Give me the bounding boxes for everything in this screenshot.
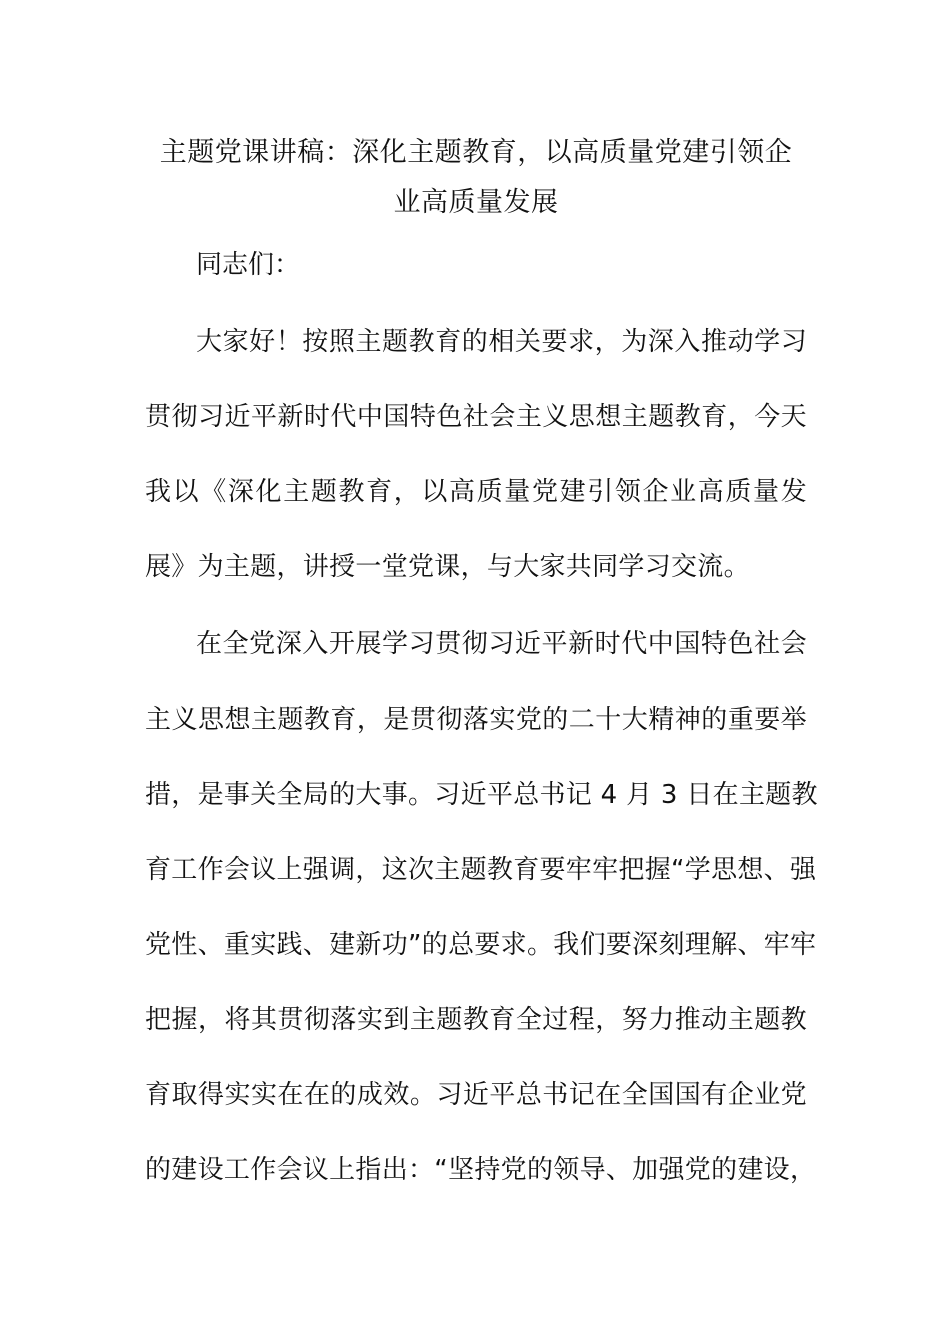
paragraph-2-line: 育工作会议上强调，这次主题教育要牢牢把握“学思想、强 <box>145 855 817 885</box>
paragraph-2-line: 主义思想主题教育，是贯彻落实党的二十大精神的重要举 <box>145 705 807 735</box>
paragraph-2-line: 党性、重实践、建新功”的总要求。我们要深刻理解、牢牢 <box>145 930 817 960</box>
greeting: 同志们： <box>196 250 301 280</box>
paragraph-1-line: 贯彻习近平新时代中国特色社会主义思想主题教育，今天 <box>145 402 807 432</box>
title-line-1: 主题党课讲稿：深化主题教育，以高质量党建引领企 <box>159 137 793 168</box>
title-line-2: 业高质量发展 <box>393 187 559 218</box>
document-title <box>145 128 807 228</box>
paragraph-1-line: 展》为主题，讲授一堂党课，与大家共同学习交流。 <box>145 552 750 582</box>
paragraph-2-line: 育取得实实在在的成效。习近平总书记在全国国有企业党 <box>145 1080 807 1110</box>
paragraph-2-line: 的建设工作会议上指出：“坚持党的领导、加强党的建设， <box>145 1155 817 1185</box>
paragraph-1-line: 大家好！按照主题教育的相关要求，为深入推动学习 <box>196 327 807 357</box>
paragraph-2-line: 措，是事关全局的大事。习近平总书记 4 月 3 日在主题教 <box>145 780 818 810</box>
paragraph-1-line: 我以《深化主题教育，以高质量党建引领企业高质量发 <box>145 477 807 507</box>
paragraph-2-line: 在全党深入开展学习贯彻习近平新时代中国特色社会 <box>196 629 807 659</box>
paragraph-2-line: 把握，将其贯彻落实到主题教育全过程，努力推动主题教 <box>145 1005 807 1035</box>
